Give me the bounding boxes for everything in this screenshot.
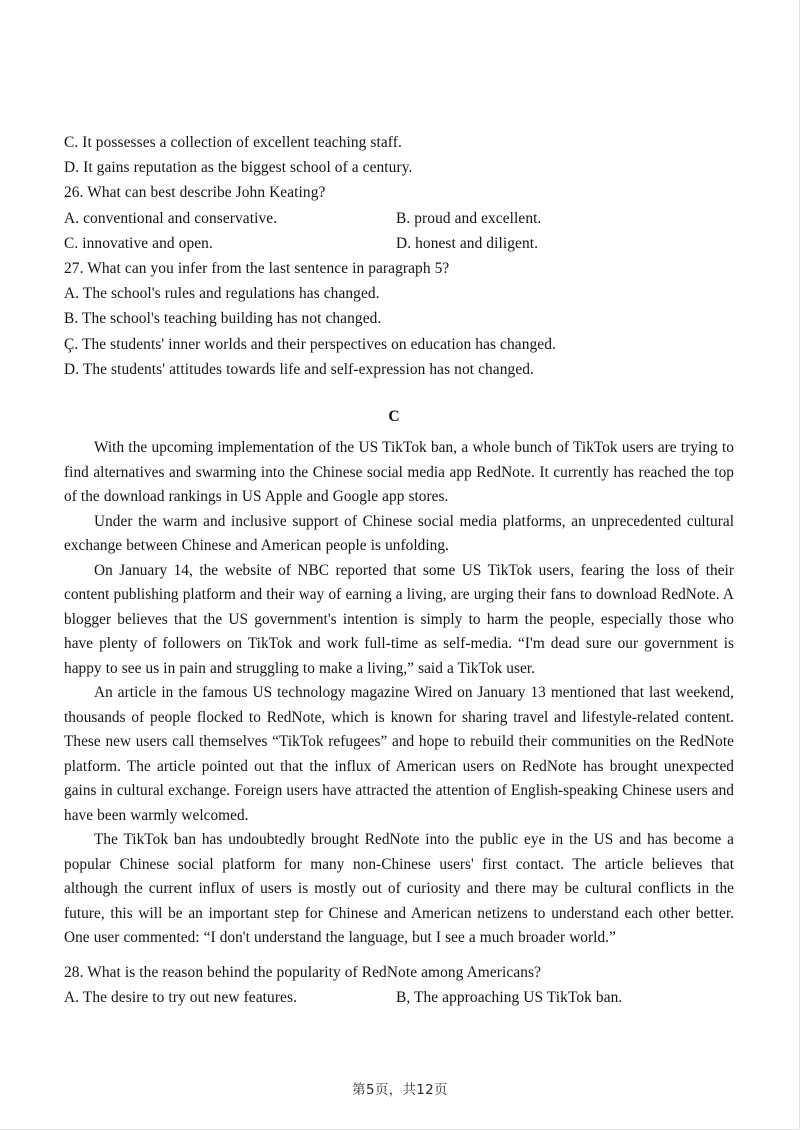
page-footer: 第5页，共12页: [352, 1082, 448, 1098]
question-26-option-d[interactable]: D. honest and diligent.: [396, 234, 539, 252]
question-28-option-a[interactable]: A. The desire to try out new features.: [64, 988, 298, 1006]
question-26-options-row-1: [64, 206, 734, 231]
passage-paragraph: With the upcoming implementation of the US TikTok ban, a whole bunch of TikTok users are trying to find alternatives and swarming into the Chinese social media app RedNote. It currently has reached the top of the download rankings in US Apple and Google app stores.: [64, 439, 734, 506]
passage-paragraph: An article in the famous US technology magazine Wired on January 13 mentioned that last weekend, thousands of people flocked to RedNote, which is known for sharing travel and lifestyle-related content. These new users call themselves “TikTok refugees” and hope to rebuild their communities on the RedNote platform. The article pointed out that the influx of American users on RedNote has brought unexpected gains in cultural exchange. Foreign users have attracted the attention of English-speaking Chinese users and have been warmly welcomed.: [64, 684, 734, 824]
question-27-stem: 27. What can you infer from the last sentence in paragraph 5?: [64, 260, 450, 278]
question-26-options-row-2: [64, 231, 734, 256]
question-27-block: [64, 256, 734, 382]
question-28-option-b[interactable]: B, The approaching US TikTok ban.: [396, 988, 623, 1006]
passage-body: [64, 436, 734, 951]
question-27-option-c[interactable]: Ç. The students' inner worlds and their perspectives on education has changed.: [64, 335, 556, 353]
option-item: C. It possesses a collection of excellent teaching staff.: [64, 134, 402, 151]
question-26-block: [64, 180, 734, 256]
option-item: D. It gains reputation as the biggest school of a century.: [64, 159, 413, 177]
question-26-option-a[interactable]: A. conventional and conservative.: [64, 209, 278, 227]
question-26-option-c[interactable]: C. innovative and open.: [64, 234, 213, 252]
passage-paragraph: Under the warm and inclusive support of Chinese social media platforms, an unprecedented cultural exchange between Chinese and American people is unfolding.: [64, 512, 734, 555]
passage-paragraph: On January 14, the website of NBC reported that some US TikTok users, fearing the loss of their content publishing platform and their way of earning a living, are urging their fans to download RedNote. A blogger believes that the US government's intention is simply to harm the people, especially those who have plenty of followers on TikTok and work full-time as self-media. “I'm dead sure our government is happy to see us in pain and struggling to make a living,” said a TikTok user.: [64, 561, 734, 677]
question-28-block: [64, 960, 734, 1010]
passage-paragraph: The TikTok ban has undoubtedly brought RedNote into the public eye in the US and has become a popular Chinese social platform for many non-Chinese users' first contact. The article believes that although the current influx of users is mostly out of curiosity and there may be cultural conflicts in the future, this will be an important step for Chinese and American netizens to understand each other better. One user commented: “I don't understand the language, but I see a much broader world.”: [64, 831, 734, 947]
question-27-option-d[interactable]: D. The students' attitudes towards life and self-expression has not changed.: [64, 360, 534, 378]
question-27-option-b[interactable]: B. The school's teaching building has not changed.: [64, 310, 382, 328]
passage-title: C: [388, 408, 400, 426]
carryover-options-block: [64, 130, 734, 180]
question-28-stem: 28. What is the reason behind the popularity of RedNote among Americans?: [64, 963, 542, 981]
question-26-option-b[interactable]: B. proud and excellent.: [396, 209, 542, 227]
question-28-options-row-1: [64, 985, 734, 1010]
question-27-option-a[interactable]: A. The school's rules and regulations has changed.: [64, 285, 380, 303]
question-26-stem: 26. What can best describe John Keating?: [64, 184, 326, 202]
page-content: [64, 130, 734, 1010]
